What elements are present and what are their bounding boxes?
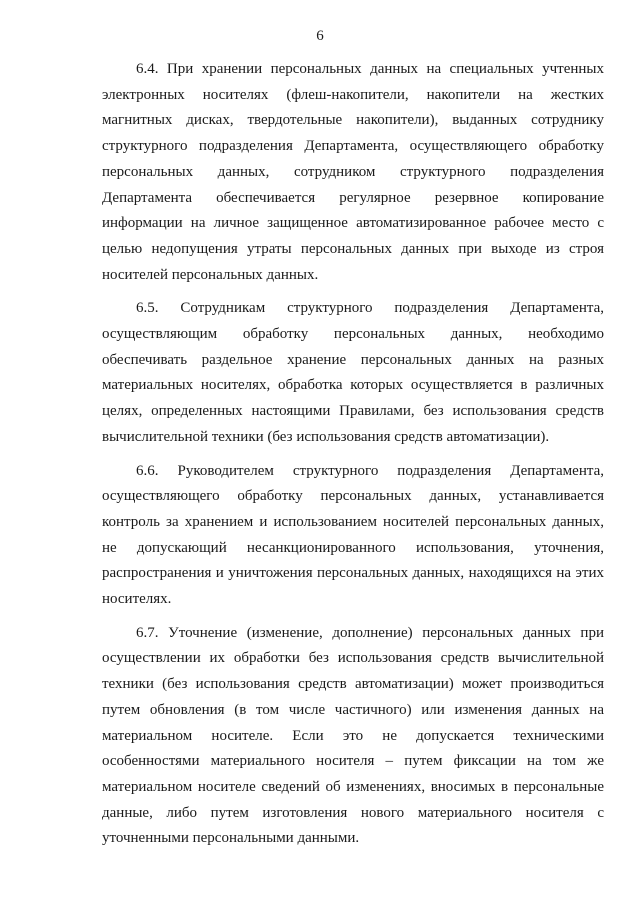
paragraph-6-4: 6.4. При хранении персональных данных на специальных учтенных электронных носителях (флеш-накопители, накопители на жестких магнитных дисках, твердотельные накопители), выданных сотруднику структурного подразделения Департамента, осуществляющего обработку персональных данных, сотрудником структурного подразделения Департамента обеспечивается регулярное резервное копирование информации на личное защищенное автоматизированное рабочее место с целью недопущения утраты персональных данных при выходе из строя носителей персональных данных.: [102, 61, 604, 283]
paragraph-6-5: 6.5. Сотрудникам структурного подразделения Департамента, осуществляющим обработку персональных данных, необходимо обеспечивать раздельное хранение персональных данных на разных материальных носителях, обработка которых осуществляется в различных целях, определенных настоящими Правилами, без использования средств вычислительной техники (без использования средств автоматизации).: [102, 300, 604, 445]
page-number: 6: [316, 28, 324, 44]
document-body: [102, 57, 604, 860]
paragraph-6-7: 6.7. Уточнение (изменение, дополнение) персональных данных при осуществлении их обработки без использования средств вычислительной техники (без использования средств автоматизации) может производиться путем обновления (в том числе частичного) или изменения данных на материальном носителе. Если это не допускается техническими особенностями материального носителя – путем фиксации на том же материальном носителе сведений об изменениях, вносимых в персональные данные, либо путем изготовления нового материального носителя с уточненными персональными данными.: [102, 624, 604, 847]
paragraph-6-6: 6.6. Руководителем структурного подразделения Департамента, осуществляющего обработку персональных данных, устанавливается контроль за хранением и использованием носителей персональных данных, не допускающий несанкционированного использования, уточнения, распространения и уничтожения персональных данных, находящихся на этих носителях.: [102, 462, 604, 608]
